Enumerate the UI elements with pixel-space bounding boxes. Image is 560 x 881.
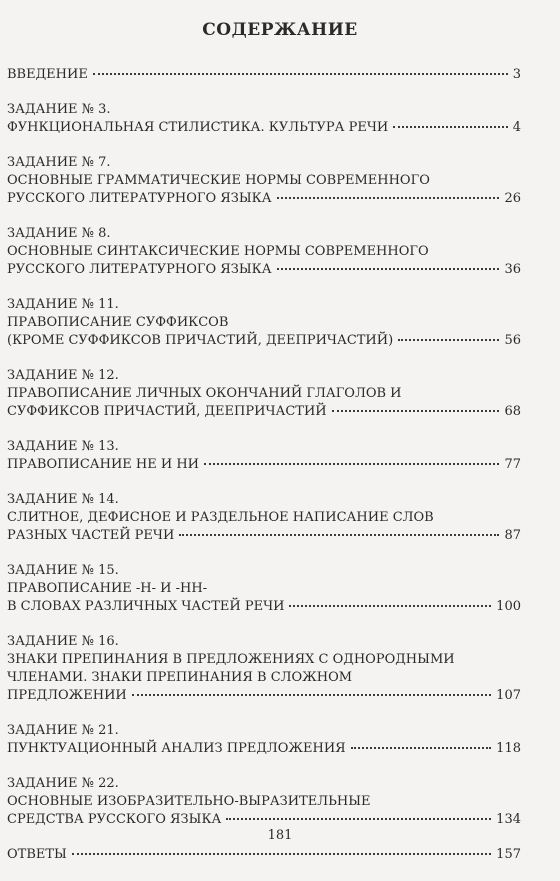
toc-entry-heading: ЗАДАНИЕ № 14. <box>7 492 119 507</box>
toc-entry-last-line <box>7 846 521 864</box>
toc-entry-last-line <box>7 332 521 350</box>
toc-entry-line: ЗНАКИ ПРЕПИНАНИЯ В ПРЕДЛОЖЕНИЯХ С ОДНОРОДНЫМИ <box>7 652 455 667</box>
toc-entry-last-line <box>7 119 521 137</box>
dot-leader <box>226 817 491 820</box>
dot-leader <box>204 462 499 465</box>
toc-entry <box>7 562 521 616</box>
dot-leader <box>393 125 507 128</box>
toc-entry <box>7 846 521 864</box>
toc-entry-last-line <box>7 190 521 208</box>
toc-entry-line: РАЗНЫХ ЧАСТЕЙ РЕЧИ <box>7 528 175 543</box>
toc-entry-last-line <box>7 527 521 545</box>
toc-entry-heading: ЗАДАНИЕ № 12. <box>7 368 119 383</box>
toc-entry-line: ОСНОВНЫЕ СИНТАКСИЧЕСКИЕ НОРМЫ СОВРЕМЕННОГО <box>7 244 429 259</box>
toc-entry <box>7 296 521 350</box>
toc-entry-heading: ЗАДАНИЕ № 13. <box>7 439 119 454</box>
toc-entry-last-line <box>7 66 521 84</box>
toc-entry <box>7 491 521 545</box>
toc-entry-line: В СЛОВАХ РАЗЛИЧНЫХ ЧАСТЕЙ РЕЧИ <box>7 599 285 614</box>
toc-page-number: 3 <box>512 67 521 82</box>
toc-entry-line: ФУНКЦИОНАЛЬНАЯ СТИЛИСТИКА. КУЛЬТУРА РЕЧИ <box>7 120 389 135</box>
dot-leader <box>289 604 491 607</box>
toc-entry <box>7 775 521 829</box>
toc-page-number: 68 <box>504 404 521 419</box>
toc-entry-line: ПРАВОПИСАНИЕ НЕ И НИ <box>7 457 200 472</box>
dot-leader <box>332 409 500 412</box>
dot-leader <box>132 693 491 696</box>
toc-entry-line: СУФФИКСОВ ПРИЧАСТИЙ, ДЕЕПРИЧАСТИЙ <box>7 404 327 419</box>
toc-entry <box>7 154 521 208</box>
dot-leader <box>277 267 500 270</box>
toc-entry-line: РУССКОГО ЛИТЕРАТУРНОГО ЯЗЫКА <box>7 191 272 206</box>
toc-entry-line: ПРЕДЛОЖЕНИИ <box>7 688 127 703</box>
toc-entry-last-line <box>7 261 521 279</box>
toc-page-number: 107 <box>496 688 521 703</box>
toc-entry <box>7 101 521 137</box>
toc-entry-last-line <box>7 740 521 758</box>
toc-entry <box>7 367 521 421</box>
toc-entry-line: СРЕДСТВА РУССКОГО ЯЗЫКА <box>7 812 222 827</box>
toc-page-number: 56 <box>504 333 521 348</box>
toc-entry-heading: ЗАДАНИЕ № 15. <box>7 563 119 578</box>
toc-page-number: 36 <box>504 262 521 277</box>
toc-entry <box>7 722 521 758</box>
table-of-contents <box>7 66 521 881</box>
toc-page-number: 134 <box>496 812 521 827</box>
toc-entry-heading: ЗАДАНИЕ № 7. <box>7 155 111 170</box>
toc-entry-line: ПУНКТУАЦИОННЫЙ АНАЛИЗ ПРЕДЛОЖЕНИЯ <box>7 741 346 756</box>
toc-entry-heading: ЗАДАНИЕ № 8. <box>7 226 111 241</box>
toc-page-number: 118 <box>496 741 521 756</box>
dot-leader <box>351 746 492 749</box>
dot-leader <box>93 72 508 75</box>
toc-page-number: 100 <box>496 599 521 614</box>
toc-entry-line: ОСНОВНЫЕ ГРАММАТИЧЕСКИЕ НОРМЫ СОВРЕМЕННОГО <box>7 173 430 188</box>
toc-page-number: 4 <box>512 120 521 135</box>
toc-entry-last-line <box>7 811 521 829</box>
dot-leader <box>277 196 500 199</box>
dot-leader <box>72 852 491 855</box>
toc-entry-heading: ЗАДАНИЕ № 11. <box>7 297 119 312</box>
dot-leader <box>398 338 499 341</box>
page-title: СОДЕРЖАНИЕ <box>202 20 358 40</box>
toc-entry-line: ПРАВОПИСАНИЕ СУФФИКСОВ <box>7 315 229 330</box>
toc-entry-heading: ЗАДАНИЕ № 22. <box>7 776 119 791</box>
toc-entry <box>7 438 521 474</box>
page-number: 181 <box>267 828 293 843</box>
toc-entry-line: ОСНОВНЫЕ ИЗОБРАЗИТЕЛЬНО-ВЫРАЗИТЕЛЬНЫЕ <box>7 794 371 809</box>
toc-entry <box>7 66 521 84</box>
toc-entry <box>7 633 521 705</box>
toc-entry-last-line <box>7 687 521 705</box>
toc-entry-heading: ЗАДАНИЕ № 21. <box>7 723 119 738</box>
dot-leader <box>179 533 499 536</box>
toc-entry-heading: ЗАДАНИЕ № 3. <box>7 102 111 117</box>
toc-entry-line: ЧЛЕНАМИ. ЗНАКИ ПРЕПИНАНИЯ В СЛОЖНОМ <box>7 670 353 685</box>
toc-entry-line: ПРАВОПИСАНИЕ -Н- И -НН- <box>7 581 208 596</box>
toc-page-number: 77 <box>504 457 521 472</box>
toc-entry-line: ПРАВОПИСАНИЕ ЛИЧНЫХ ОКОНЧАНИЙ ГЛАГОЛОВ И <box>7 386 402 401</box>
toc-entry-last-line <box>7 456 521 474</box>
toc-page-number: 26 <box>504 191 521 206</box>
toc-entry-line: СЛИТНОЕ, ДЕФИСНОЕ И РАЗДЕЛЬНОЕ НАПИСАНИЕ СЛОВ <box>7 510 434 525</box>
toc-entry-last-line <box>7 403 521 421</box>
toc-entry-line: РУССКОГО ЛИТЕРАТУРНОГО ЯЗЫКА <box>7 262 272 277</box>
toc-entry-heading: ОТВЕТЫ <box>7 847 67 862</box>
toc-entry-heading: ЗАДАНИЕ № 16. <box>7 634 119 649</box>
toc-entry-heading: ВВЕДЕНИЕ <box>7 67 88 82</box>
toc-entry-line: (КРОМЕ СУФФИКСОВ ПРИЧАСТИЙ, ДЕЕПРИЧАСТИЙ) <box>7 333 394 348</box>
toc-entry-last-line <box>7 598 521 616</box>
toc-entry <box>7 225 521 279</box>
toc-page-number: 87 <box>504 528 521 543</box>
toc-page-number: 157 <box>496 847 521 862</box>
